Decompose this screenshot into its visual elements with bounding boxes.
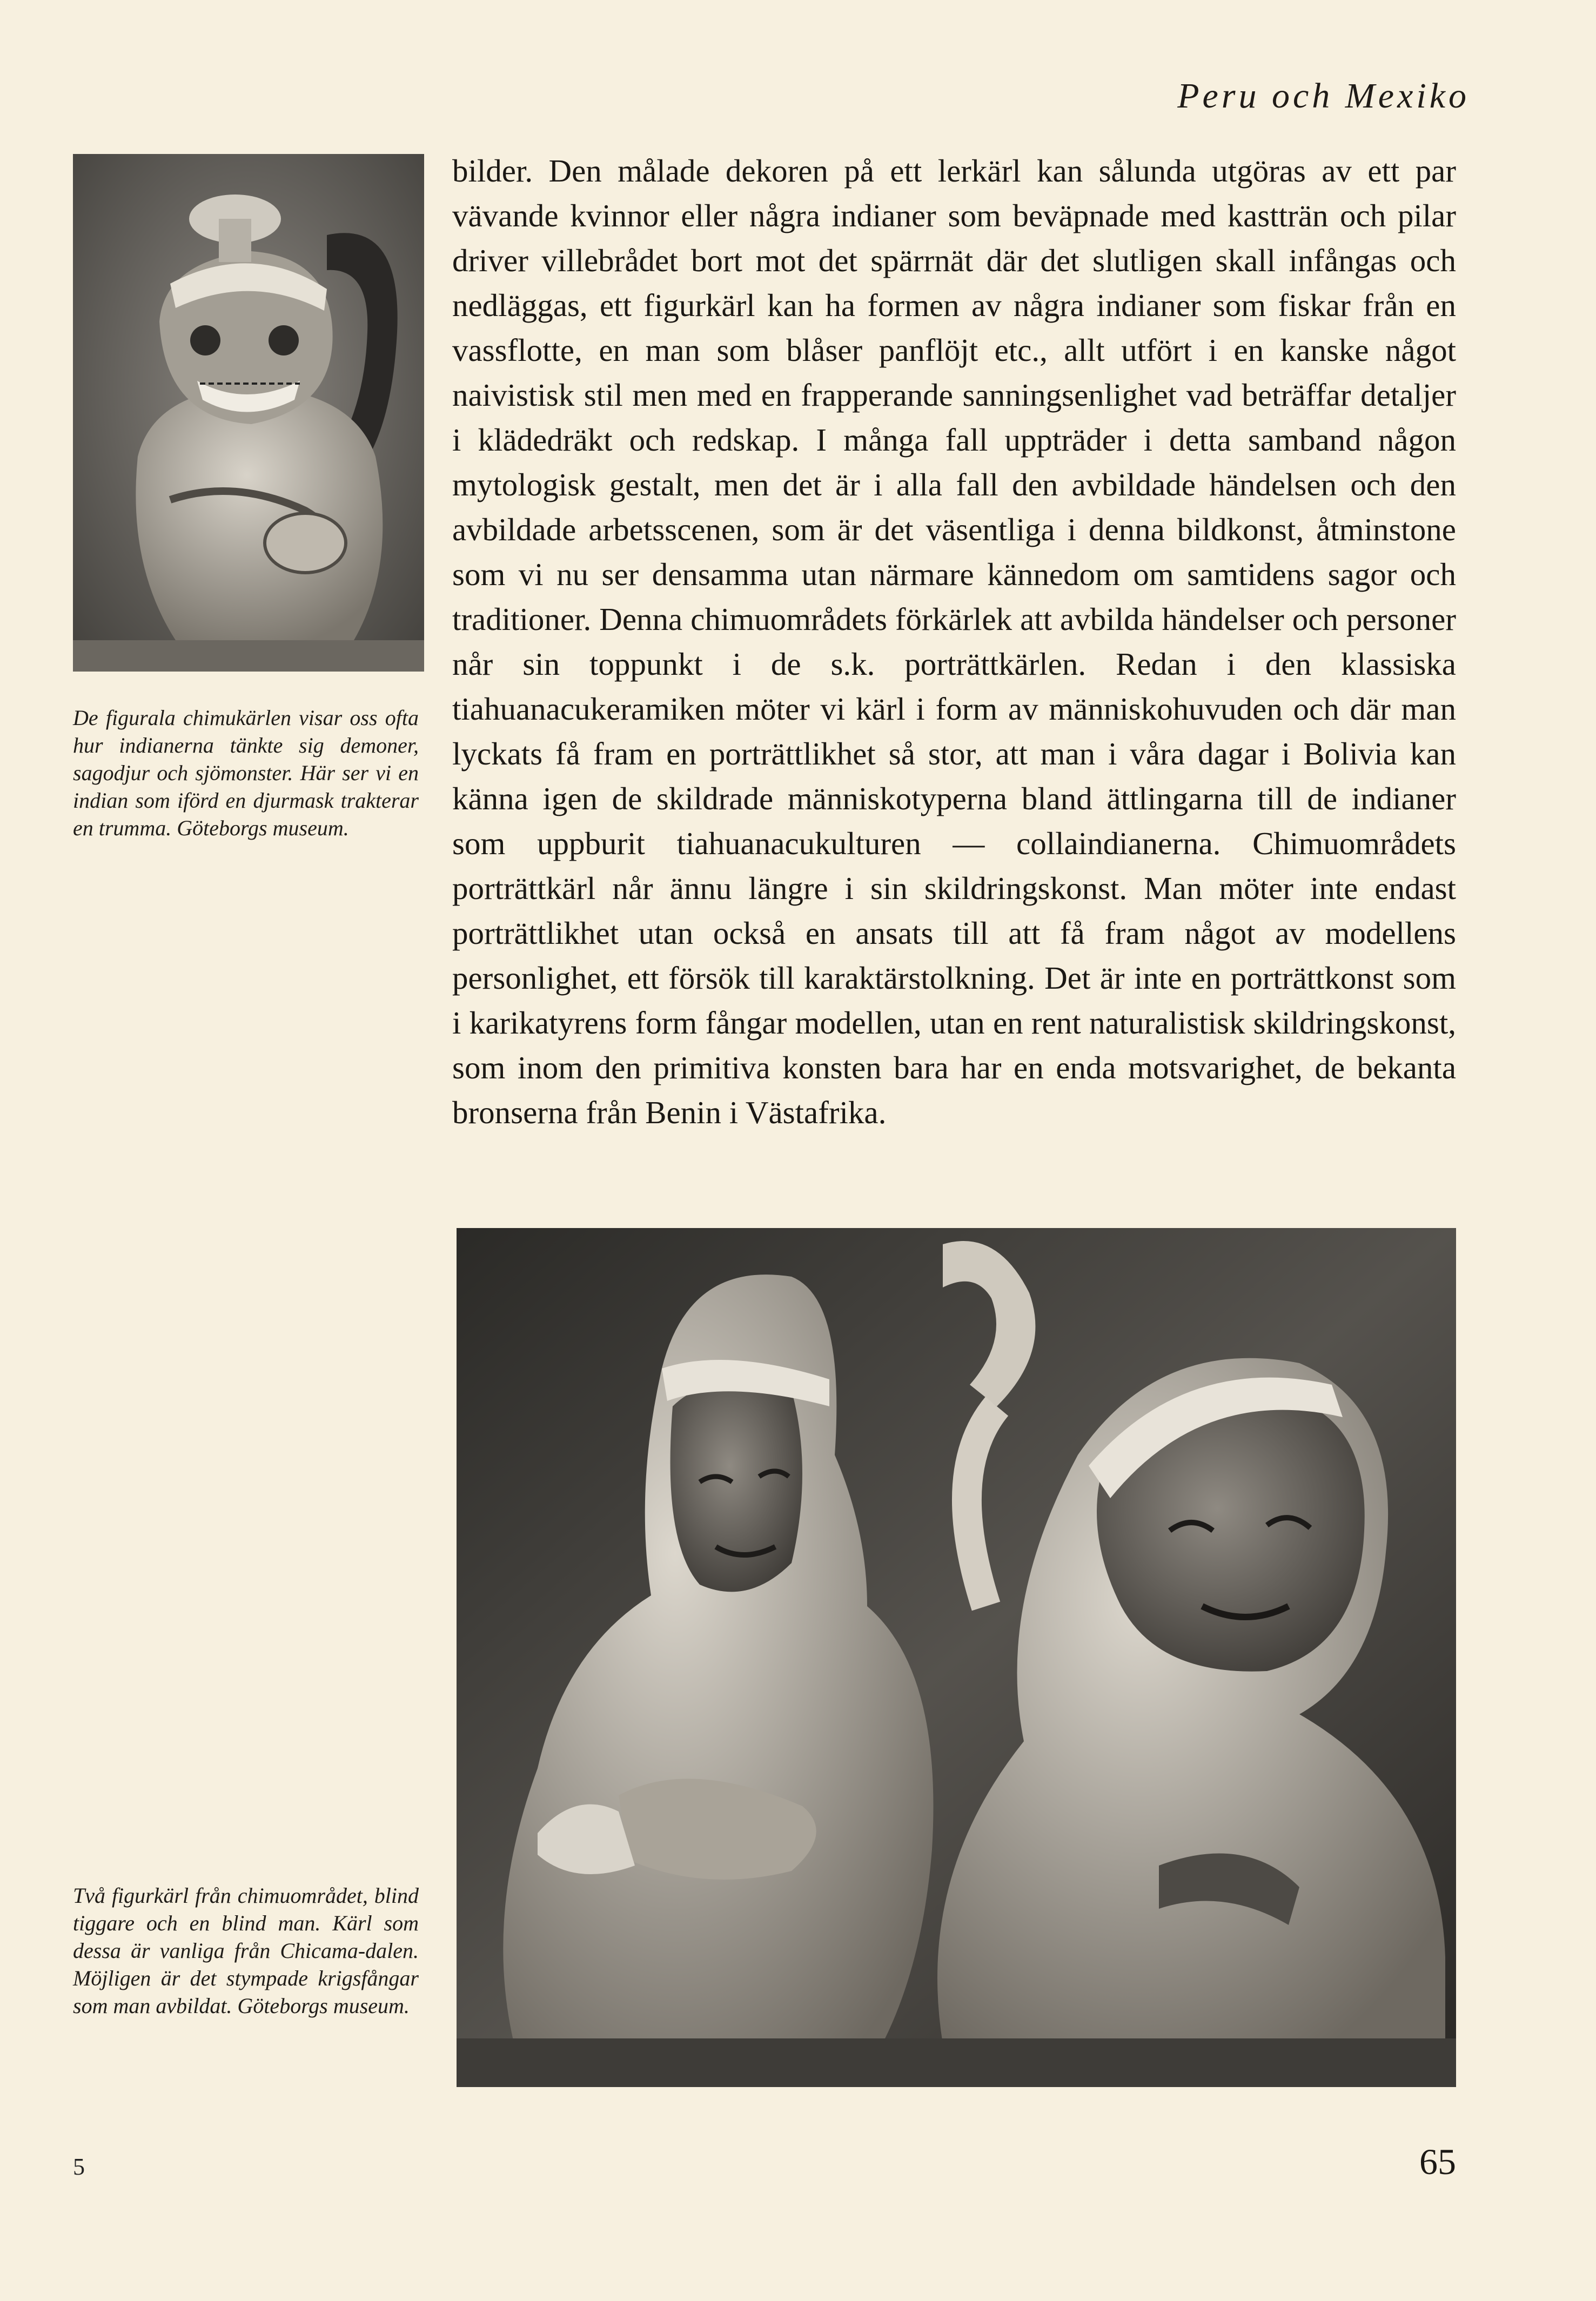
signature-mark: 5 — [73, 2154, 85, 2180]
caption-bottom-photo: Två figurkärl från chimuområdet, blind tiggare och en blind man. Kärl som dessa är vanliga från Chicama-dalen. Möjligen är det stympade krigsfångar som man avbildat. Göteborgs museum. — [73, 1883, 419, 2018]
body-text — [452, 149, 1456, 1135]
caption-top-photo: De figurala chimukärlen visar oss ofta hur indianerna tänkte sig demoner, sagodjur och sjömonster. Här ser vi en indian som iförd en djurmask trakterar en trumma. Göteborgs museum. — [73, 706, 419, 840]
two-figure-vessels-illustration — [457, 1228, 1456, 2087]
photo-masked-drummer-vessel — [73, 154, 424, 672]
running-head: Peru och Mexiko — [1177, 76, 1470, 116]
ceramic-vessel-illustration — [73, 154, 424, 672]
page-number: 65 — [1419, 2141, 1456, 2182]
photo-two-figure-vessels — [457, 1228, 1456, 2087]
body-paragraph: bilder. Den målade dekoren på ett lerkärl kan sålunda utgöras av ett par vävande kvinnor eller några indianer som beväpnade med kastträn och pilar driver villebrådet bort mot det spärrnät där det slutligen skall infångas och nedläggas, ett figurkärl kan ha formen av några indianer som fiskar från en vassflotte, en man som blåser panflöjt etc., allt utfört i en kanske något naivistisk stil men med en frapperande sanningsenlighet vad beträffar detaljer i klädedräkt och redskap. I många fall uppträder i detta samband någon mytologisk gestalt, men det är i alla fall den avbildade händelsen och den avbildade arbetsscenen, som är det väsentliga i denna bildkonst, åtminstone som vi nu ser densamma utan närmare kännedom om samtidens sagor och traditioner. Denna chimuområdets förkärlek att avbilda händelser och personer når sin toppunkt i de s.k. porträttkärlen. Redan i den klassiska tiahuanacukeramiken möter vi kärl i form av människohuvuden och där man lyckats få fram en porträttlikhet så stor, att man i våra dagar i Bolivia kan känna igen de skildrade människotyperna bland ättlingarna till de indianer som uppburit tiahuanacukulturen — collaindianerna. Chimuområdets porträttkärl når ännu längre i sin skildringskonst. Man möter inte endast porträttlikhet utan också en ansats till att få fram något av modellens personlighet, ett försök till karaktärstolkning. Det är inte en porträttkonst som i karikatyrens form fångar modellen, utan en rent naturalistisk skildringskonst, som inom den primitiva konsten bara har en enda motsvarighet, de bekanta bronserna från Benin i Västafrika. — [452, 153, 1456, 1130]
